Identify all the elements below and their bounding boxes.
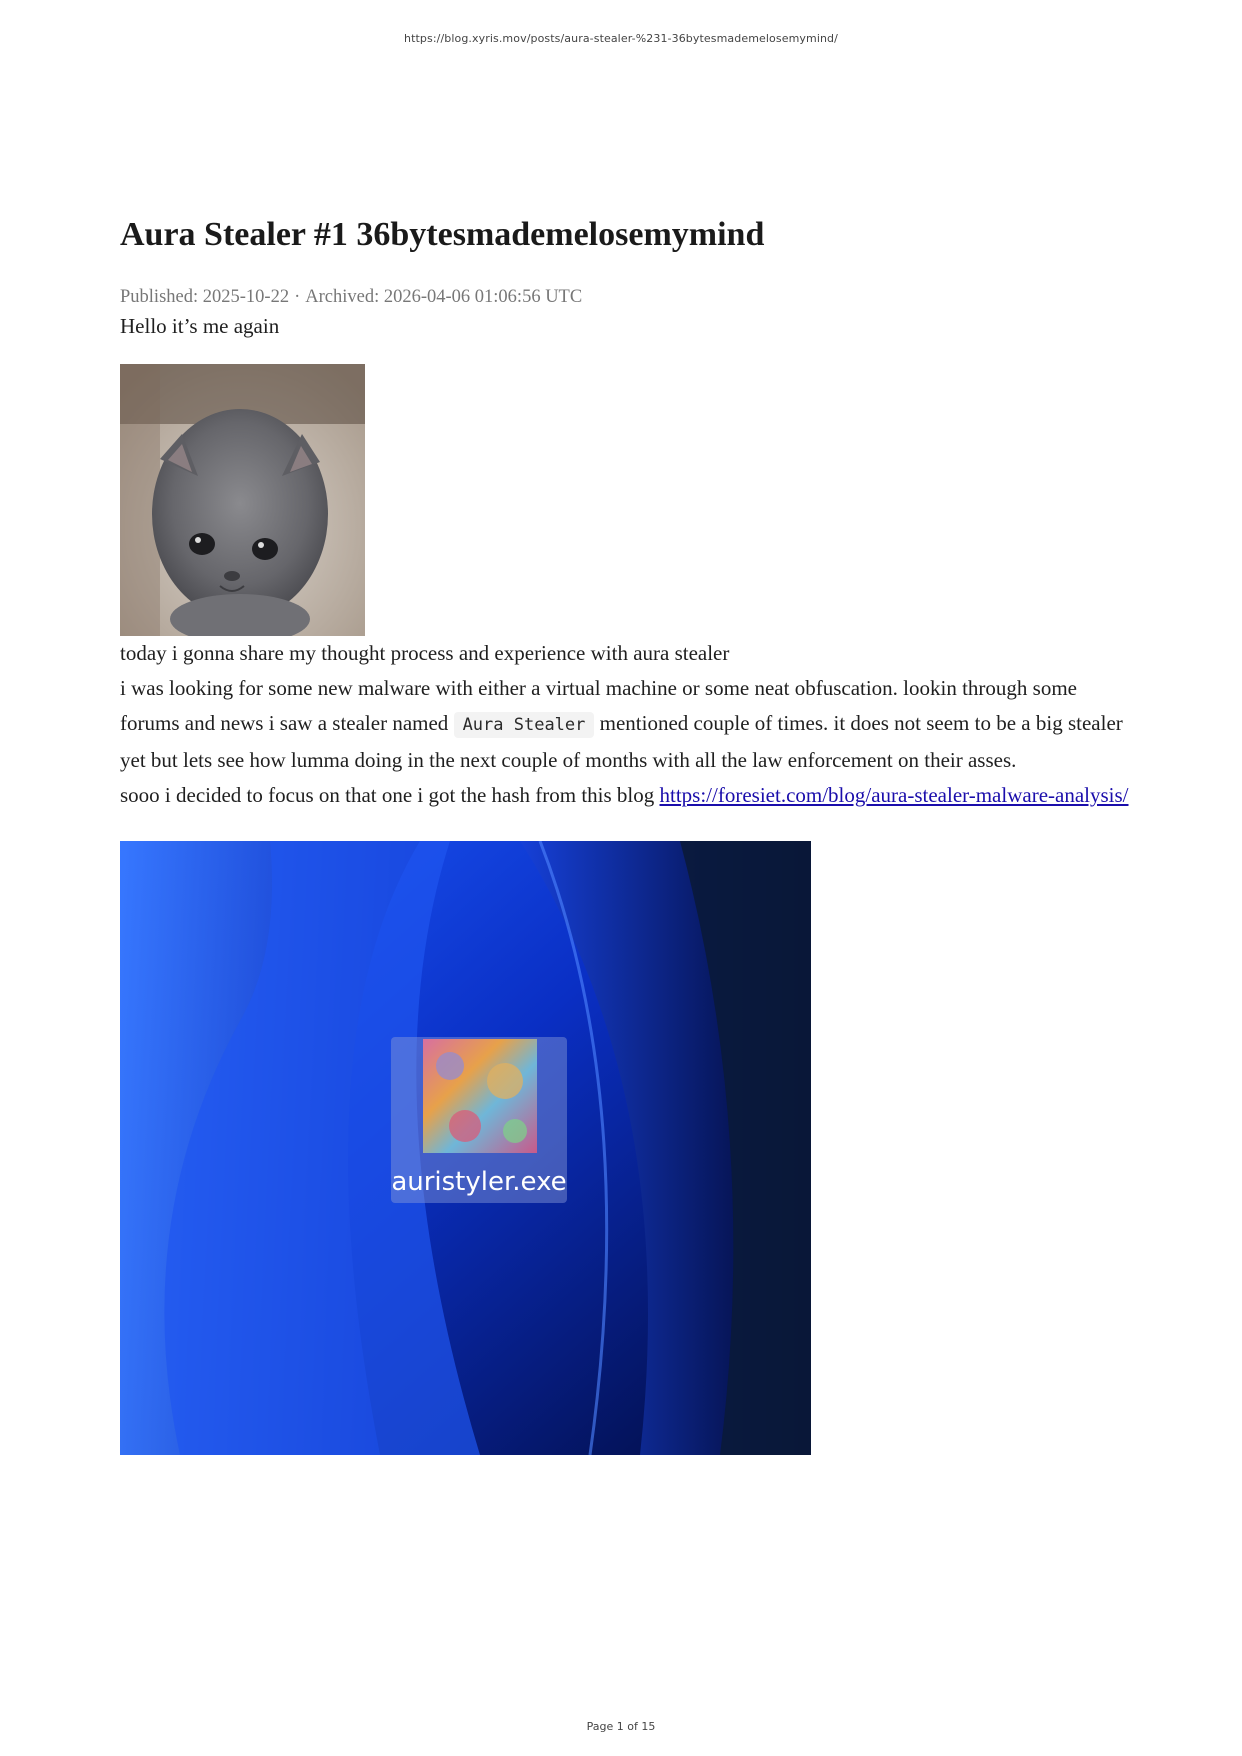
exe-file-label: auristyler.exe xyxy=(391,1167,567,1197)
article xyxy=(120,215,1130,1455)
page-url-header: https://blog.xyris.mov/posts/aura-stealer-%231-36bytesmademelosemymind/ xyxy=(404,32,838,45)
archived-date: Archived: 2026-04-06 01:06:56 UTC xyxy=(305,287,583,307)
desktop-screenshot-image xyxy=(120,841,811,1455)
paragraph-text: i was looking for some new malware with either a virtual machine or some neat obfuscation. lookin through some forums and news i saw a stealer named xyxy=(120,676,1078,735)
article-meta xyxy=(120,285,1130,309)
published-date: Published: 2025-10-22 xyxy=(120,287,290,307)
page-number-footer: Page 1 of 15 xyxy=(586,1720,656,1733)
hash-source-paragraph xyxy=(120,778,1130,813)
kitten-image xyxy=(120,364,365,636)
malware-search-paragraph xyxy=(120,671,1130,778)
intro-paragraph: today i gonna share my thought process and experience with aura stealer xyxy=(120,641,730,665)
meta-separator: · xyxy=(294,287,301,307)
paragraph-text: sooo i decided to focus on that one i got the hash from this blog xyxy=(120,783,660,807)
article-title: Aura Stealer #1 36bytesmademelosemymind xyxy=(120,216,765,253)
paragraph-text: mentioned couple of times. it does not seem to be a big stealer yet but lets see how lumma doing in the next couple of months with all the law enforcement on their asses. xyxy=(120,711,1123,772)
greeting-paragraph: Hello it’s me again xyxy=(120,314,280,338)
foresiet-blog-link[interactable]: https://foresiet.com/blog/aura-stealer-malware-analysis/ xyxy=(659,783,1129,807)
inline-code-aura-stealer: Aura Stealer xyxy=(454,712,595,738)
